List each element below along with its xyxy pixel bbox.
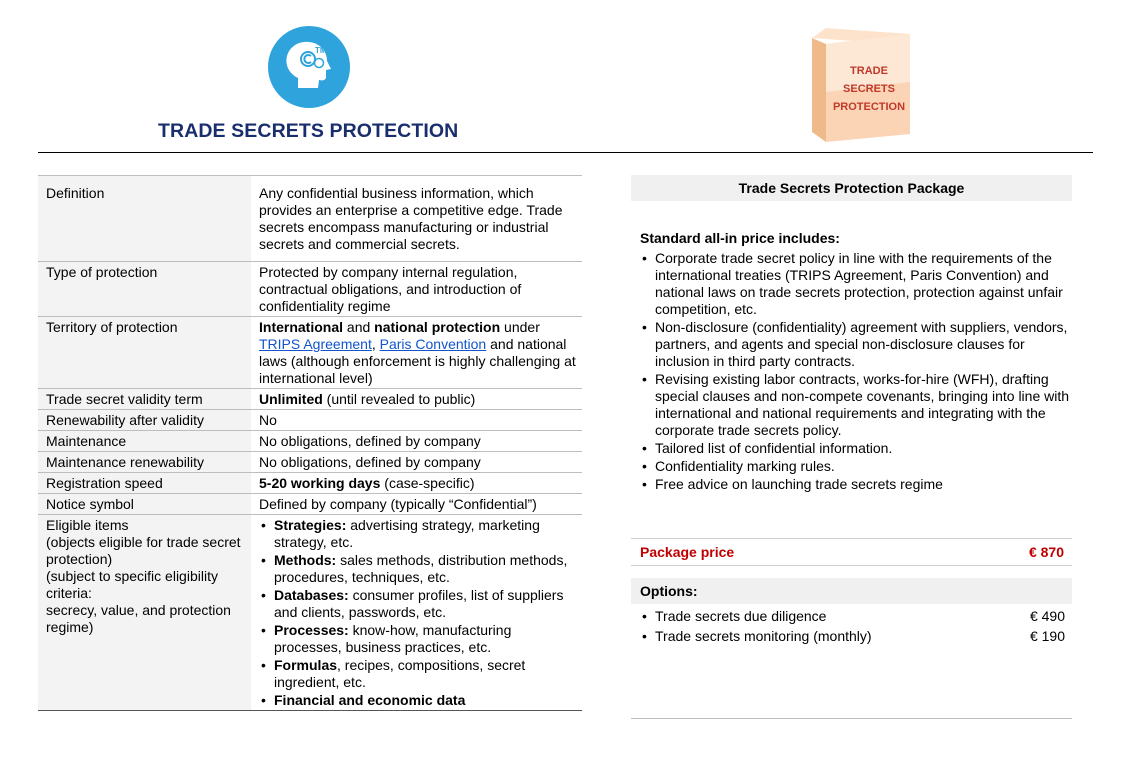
row-value: Protected by company internal regulation, contractual obligations, and introduction of confidentiality regime <box>259 264 522 314</box>
row-value: Unlimited (until revealed to public) <box>259 391 476 407</box>
table-row <box>38 317 582 389</box>
list-item: • Financial and economic data <box>259 692 582 709</box>
logo-icon <box>268 26 350 108</box>
row-value: No <box>259 412 277 428</box>
table-row <box>38 452 582 473</box>
list-item: • Non-disclosure (confidentiality) agreement with suppliers, vendors, partners, and agents and special non-disclosure clauses for inclusion in third party contracts. <box>640 319 1070 370</box>
includes-list <box>640 250 1070 493</box>
includes-title: Standard all-in price includes: <box>640 230 840 246</box>
product-box-label: TRADE SECRETS PROTECTION <box>832 65 906 113</box>
options-list <box>640 608 1065 648</box>
head-copyright-trademark-icon <box>268 26 350 108</box>
table-row <box>38 494 582 515</box>
option-item <box>640 608 1065 625</box>
row-value <box>252 515 582 710</box>
list-item: • Methods: sales methods, distribution methods, procedures, techniques, etc. <box>259 552 582 586</box>
row-label: Eligible items (objects eligible for trade secret protection) (subject to specific eligibility criteria: secrecy, value, and protection regime) <box>38 515 252 710</box>
table-row <box>38 473 582 494</box>
row-label: Territory of protection <box>38 317 252 388</box>
row-value: No obligations, defined by company <box>259 433 481 449</box>
page-title: TRADE SECRETS PROTECTION <box>158 120 459 142</box>
option-label: Trade secrets monitoring (monthly) <box>655 628 872 644</box>
option-price: € 490 <box>1029 608 1065 624</box>
table-row <box>38 410 582 431</box>
row-label: Definition <box>38 176 252 261</box>
list-item: • Revising existing labor contracts, works-for-hire (WFH), drafting special clauses and non-compete covenants, bringing into line with international and national requirements and integrating with the corporate trade secrets policy. <box>640 371 1070 439</box>
table-row <box>38 175 582 262</box>
trade-secret-info-table <box>38 175 582 711</box>
row-value: Any confidential business information, which provides an enterprise a competitive edge. Trade secrets encompass manufacturing or industrial secrets and commercial secrets. <box>259 185 563 252</box>
row-label: Maintenance <box>38 431 252 451</box>
row-label: Registration speed <box>38 473 252 493</box>
paris-convention-link[interactable]: Paris Convention <box>379 336 487 352</box>
header-divider <box>38 152 1093 153</box>
option-price: € 190 <box>1029 628 1065 644</box>
package-price-value: € 870 <box>1028 544 1064 560</box>
row-value: 5-20 working days (case-specific) <box>259 475 475 491</box>
list-item: • Free advice on launching trade secrets regime <box>640 476 1070 493</box>
row-label: Trade secret validity term <box>38 389 252 409</box>
package-price-label: Package price <box>640 544 735 560</box>
package-price-row <box>631 538 1072 566</box>
row-label: Notice symbol <box>38 494 252 514</box>
row-value: Defined by company (typically “Confidential”) <box>259 496 537 512</box>
row-value: International and national protection under TRIPS Agreement, Paris Convention and national laws (although enforcement is highly challenging at international level) <box>259 319 576 386</box>
list-item: • Tailored list of confidential information. <box>640 440 1070 457</box>
options-title: Options: <box>640 583 698 599</box>
eligible-items-list <box>259 517 582 709</box>
list-item: • Confidentiality marking rules. <box>640 458 1070 475</box>
list-item: • Processes: know-how, manufacturing processes, business practices, etc. <box>259 622 582 656</box>
option-item <box>640 628 1065 645</box>
list-item: • Strategies: advertising strategy, marketing strategy, etc. <box>259 517 582 551</box>
table-row <box>38 262 582 317</box>
row-value: No obligations, defined by company <box>259 454 481 470</box>
svg-text:TM: TM <box>315 46 327 55</box>
list-item: • Databases: consumer profiles, list of suppliers and clients, passwords, etc. <box>259 587 582 621</box>
list-item: • Formulas, recipes, compositions, secret ingredient, etc. <box>259 657 582 691</box>
table-row <box>38 431 582 452</box>
options-header <box>631 578 1072 604</box>
panel-bottom-divider <box>631 718 1072 719</box>
package-title: Trade Secrets Protection Package <box>631 175 1072 201</box>
table-row <box>38 389 582 410</box>
option-label: Trade secrets due diligence <box>655 608 827 624</box>
table-row <box>38 515 582 711</box>
row-label: Renewability after validity <box>38 410 252 430</box>
list-item: • Corporate trade secret policy in line with the requirements of the international treaties (TRIPS Agreement, Paris Convention) and national laws on trade secrets protection, protection against unfair competition, etc. <box>640 250 1070 318</box>
row-label: Type of protection <box>38 262 252 316</box>
row-label: Maintenance renewability <box>38 452 252 472</box>
trips-agreement-link[interactable]: TRIPS Agreement <box>259 336 372 352</box>
